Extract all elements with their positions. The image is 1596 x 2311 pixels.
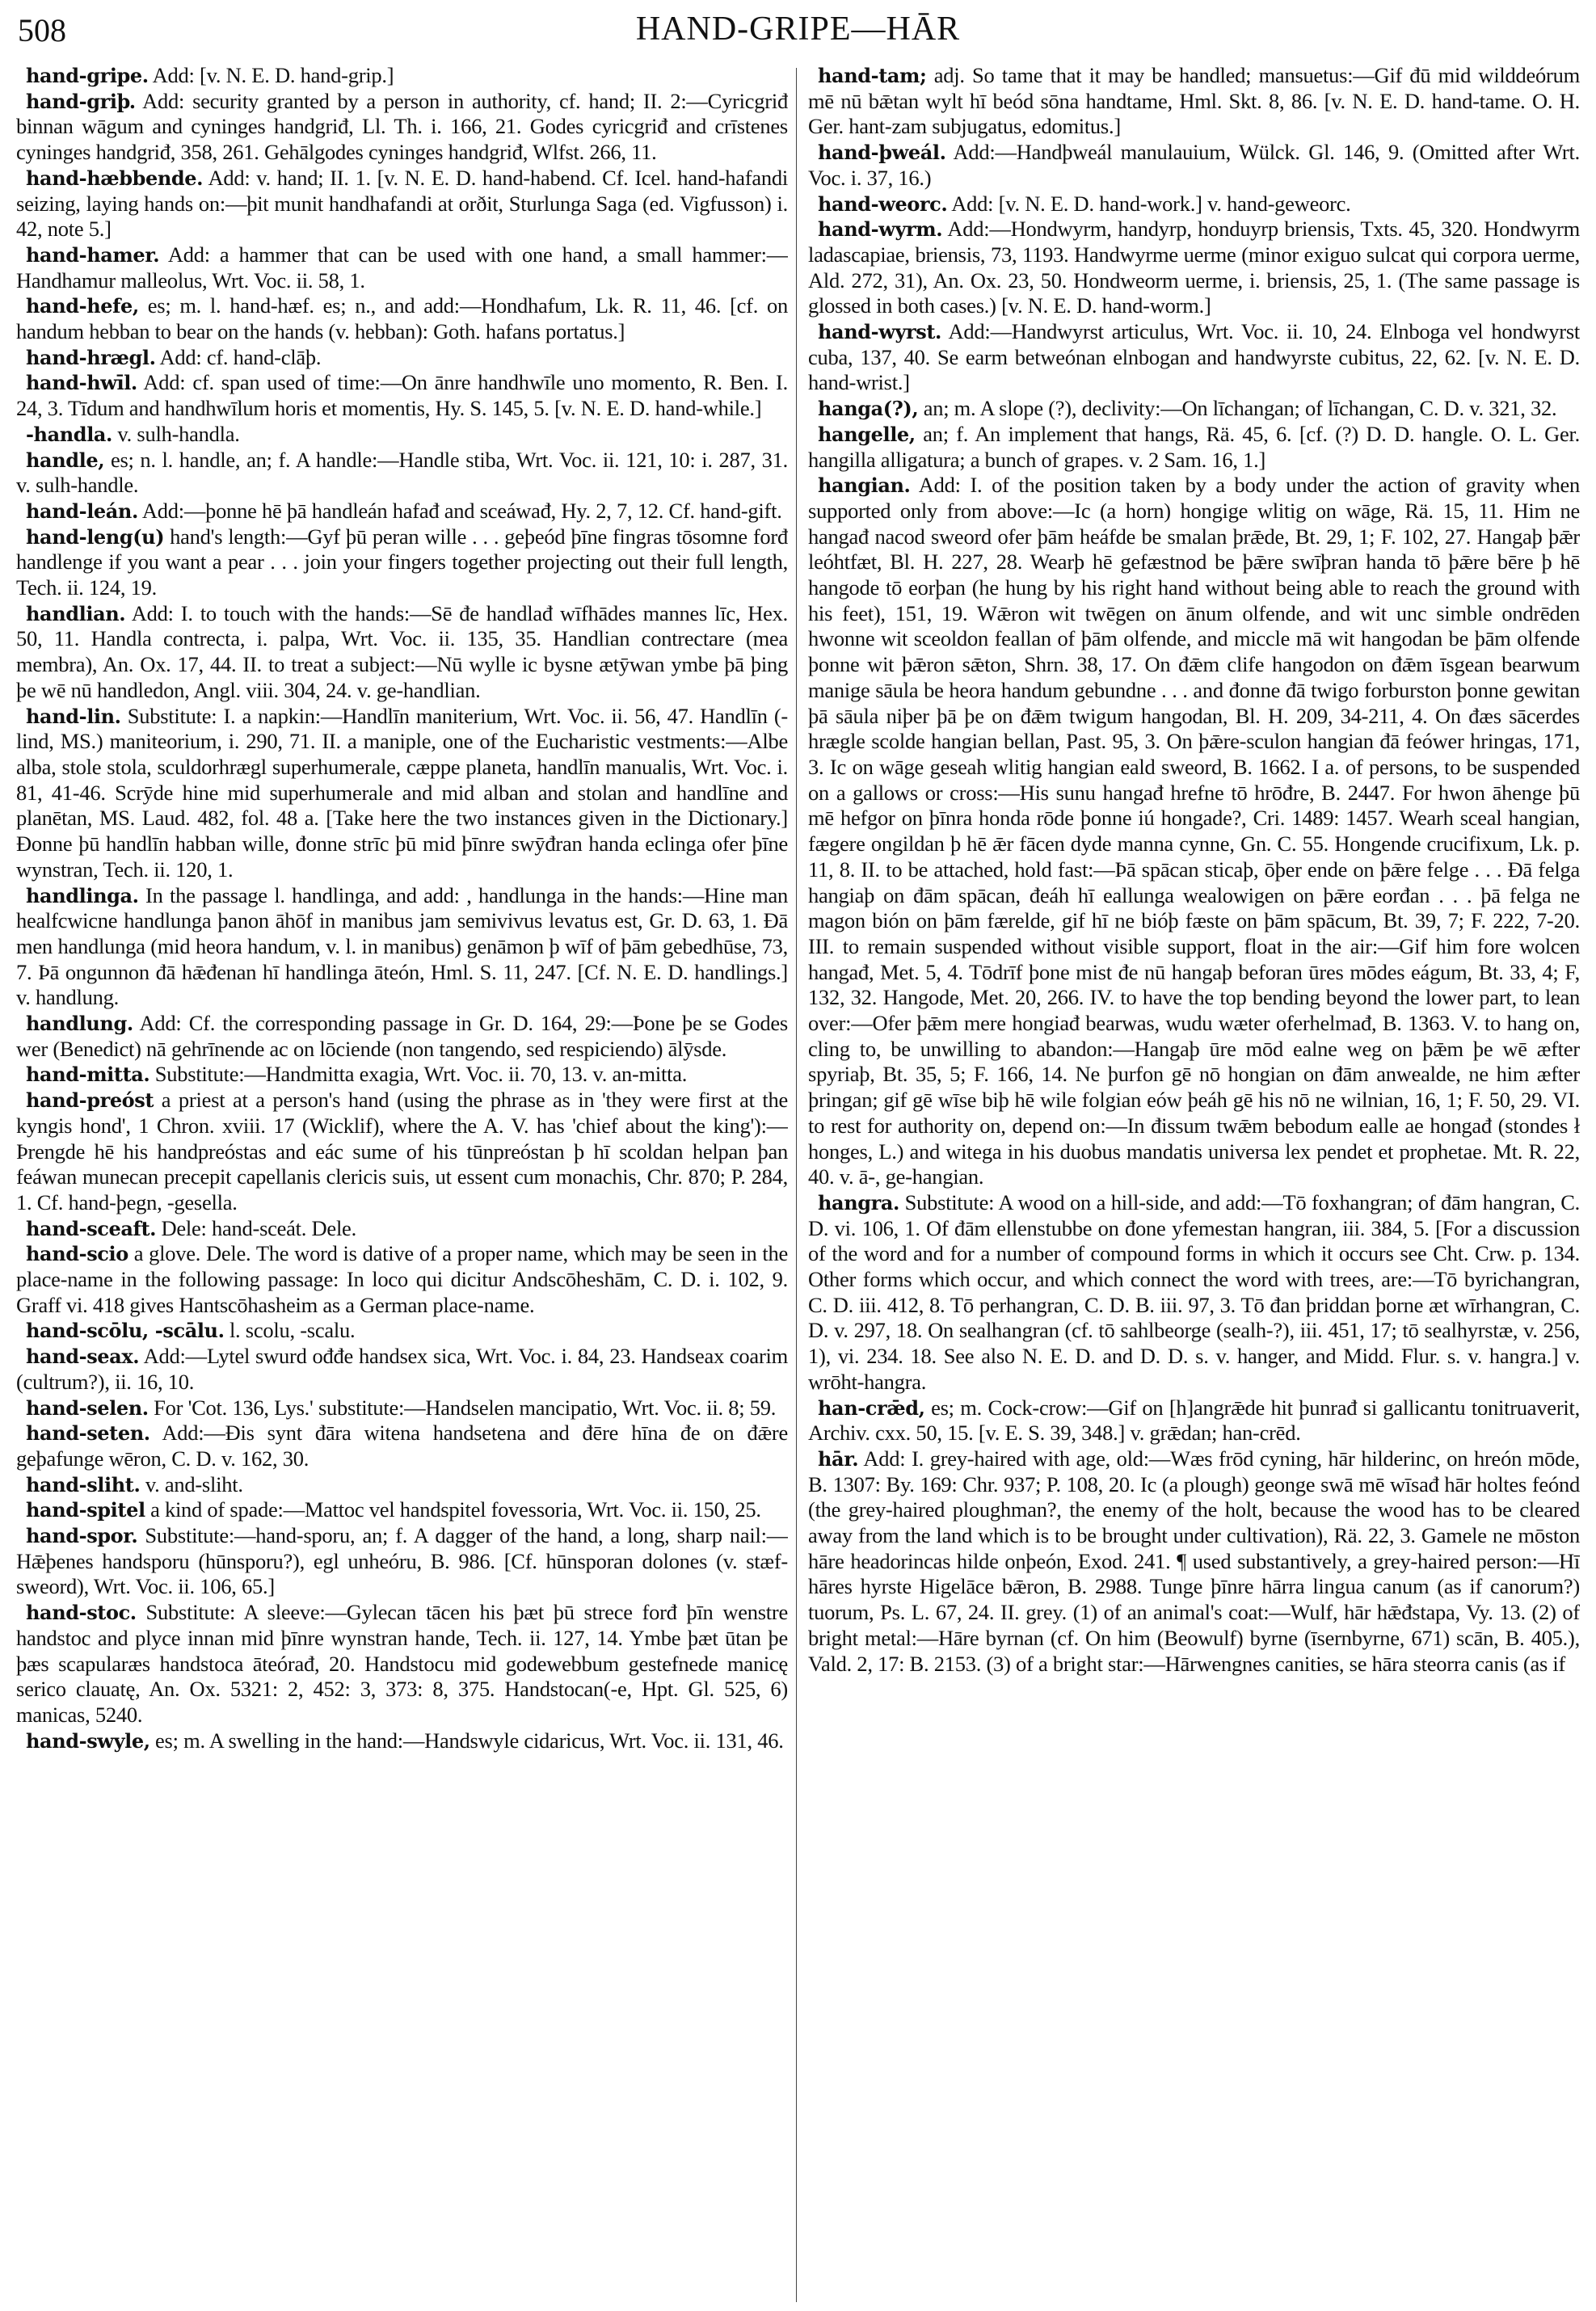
dictionary-entry [16,1241,788,1318]
entry-headword: han-crǣd, [818,1395,925,1420]
column-divider [796,68,797,2302]
entry-definition: Add:—Đis synt đāra witena handsetena and đēre hīna đe on đǣre geþafunge wēron, C. D. v. 162, 30. [16,1421,788,1471]
dictionary-entry [808,217,1580,319]
entry-definition: v. sulh-handla. [112,421,240,446]
entry-definition: Add: Cf. the corresponding passage in Gr. D. 164, 29:—Þone þe se Godes wer (Benedict) nā gehrīnende ac on lōciende (non tangendo, sed respiciendo) ālȳsde. [16,1011,788,1061]
right-column [808,63,1580,2305]
dictionary-entry [16,293,788,344]
entry-definition: adj. So tame that it may be handled; mansuetus:—Gif đū mid wilddeórum mē nū bǣtan wylt hī beód sōna handtame, Hml. Skt. 8, 86. [v. N. E. D. hand-tame. O. H. Ger. hant-zam subjugatus, edomitus.] [808,63,1580,139]
dictionary-entry [16,1216,788,1242]
dictionary-entry [16,89,788,166]
entry-headword: handlinga. [26,883,139,907]
entry-definition: Add:—þonne hē þā handleán hafađ and sceáwađ, Hy. 2, 7, 12. Cf. hand-gift. [137,498,782,523]
dictionary-entry [808,1190,1580,1395]
dictionary-entry [16,422,788,448]
entry-definition: hand's length:—Gyf þū peran wille . . . geþeód þīne fingras tōsomne forđ handlenge if you want a pear . . . join your fingers together projecting out their full length, Tech. ii. 124, 19. [16,524,788,600]
dictionary-entry [16,370,788,421]
entry-headword: hand-stoc. [26,1601,137,1625]
dictionary-entry [16,1497,788,1523]
entry-headword: hangra. [818,1190,899,1214]
dictionary-entry [808,473,1580,1190]
entry-headword: hand-selen. [26,1395,149,1420]
entry-definition: Add: [v. N. E. D. hand-work.] v. hand-geweorc. [947,191,1351,216]
entry-headword: hand-preóst [26,1088,154,1113]
entry-definition: es; m. Cock-crow:—Gif on [h]angrǣde hit þunrađ si gallicantu tonitruaverit, Archiv. cxx. 50, 15. [v. E. S. 39, 348.] v. grǣdan; han-crēd. [808,1395,1580,1446]
entry-headword: hand-hefe, [26,294,139,318]
entry-definition: Add: cf. span used of time:—On ānre handhwīle uno momento, R. Ben. I. 24, 3. Tīdum and handhwīlum horis et momentis, Hy. S. 145, 5. [v. N. E. D. hand-while.] [16,370,788,421]
dictionary-entry [16,883,788,1012]
entry-definition: Add: I. grey-haired with age, old:—Wæs frōd cyning, hār hilderinc, on hreón mōde, B. 1307: By. 169: Chr. 937; P. 108, 20. Ic (a plough) geonge swā mē wīsađ hār holtes feónd (the grey-haired ploughman?, the enemy of the holt, because the wood has to be cleared away from the land which is to be brought under cultivation), Rä. 22, 3. Gamele ne mōston hāre headorincas hilde onþeón, Exod. 241. ¶ used substantively, a grey-haired person:—Hī hāres hyrste Higelāce bǣron, B. 2988. Tunge þīnre hārra lingua canum (as if canorum?) tuorum, Ps. L. 67, 24. II. grey. (1) of an animal's coat:—Wulf, hār hǣđstapa, Vy. 13. (2) of bright metal:—Hāre byrnan (cf. On him (Beowulf) byrne (īsernbyrne, 671) scān, B. 405.), Vald. 2, 17: B. 2153. (3) of a bright star:—Hārwengnes canities, se hāra steorra canis (as if [808,1446,1580,1676]
entry-definition: Substitute: I. a napkin:—Handlīn maniterium, Wrt. Voc. ii. 56, 47. Handlīn (-lind, MS.) maniteorium, i. 290, 71. II. a maniple, one of the Eucharistic vestments:—Albe alba, stole stola, sculdorhrægl superhumerale, cæppe planeta, handlīn manualis, Wrt. Voc. i. 81, 41-46. Scrȳde hine mid superhumerale and mid alban and stolan and handlīne and planētan, MS. Laud. 482, fol. 48 a. [Take here the two instances given in the Dictionary.] Đonne þū handlīn habban wille, đonne strīc þū mid þīnre swȳđran handa eclinga ofer þīne wynstran, Tech. ii. 120, 1. [16,703,788,882]
entry-definition: es; n. l. handle, an; f. A handle:—Handle stiba, Wrt. Voc. ii. 121, 10: i. 287, 31. v. sulh-handle. [16,447,788,498]
entry-definition: Add:—Handwyrst articulus, Wrt. Voc. ii. 10, 24. Elnboga vel hondwyrst cuba, 137, 40. Se earm betweónan elnbogan and handwyrste cubitus, 22, 62. [v. N. E. D. hand-wrist.] [808,319,1580,395]
entry-headword: hand-hæbbende. [26,166,204,190]
entry-definition: Substitute: A sleeve:—Gylecan tācen his þæt þū strece forđ þīn wenstre handstoc and plyce innan mid þīnre wynstran hande, Tech. ii. 127, 14. Ymbe þæt ūtan þe þæs scapularæs handstoca āteórađ, 20. Handstocu mid godewebbum gestefnede manicę serico clauatę, An. Ox. 5321: 2, 452: 3, 373: 8, 375. Handstocan(-e, Hpt. Gl. 525, 6) manicas, 5240. [16,1600,788,1727]
page-number: 508 [18,12,66,48]
entry-definition: v. and-sliht. [140,1471,243,1496]
dictionary-entry [16,1011,788,1062]
dictionary-entry [808,396,1580,422]
entry-headword: hand-swyle, [26,1728,150,1753]
dictionary-entry [16,1728,788,1754]
dictionary-entry [808,1395,1580,1446]
entry-definition: Add: a hammer that can be used with one hand, a small hammer:—Handhamur malleolus, Wrt. Voc. ii. 58, 1. [16,242,788,293]
running-head: HAND-GRIPE—HĀR [635,11,961,48]
entry-headword: hand-griþ. [26,89,136,113]
entry-definition: a kind of spade:—Mattoc vel handspitel fovessoria, Wrt. Voc. ii. 150, 25. [145,1497,761,1522]
entry-definition: es; m. l. hand-hæf. es; n., and add:—Hondhafum, Lk. R. 11, 46. [cf. on handum hebban to bear on the hands (v. hebban): Goth. hafans portatus.] [16,293,788,344]
dictionary-entry [16,63,788,89]
entry-headword: hand-weorc. [818,192,948,216]
entry-definition: an; m. A slope (?), declivity:—On līchangan; of līchangan, C. D. v. 321, 32. [918,396,1557,421]
entry-definition: In the passage l. handlinga, and add: , handlunga in the hands:—Hine man healfcwicne handlunga þanon āhōf in manibus jam semivivus levatus est, Gr. D. 63, 1. Đā men handlunga (mid heora handum, v. l. in manibus) genāmon þ wīf of þām gebedhūse, 73, 7. Þā ongunnon đā hǣđenan hī handlinga āteón, Hml. S. 11, 247. [Cf. N. E. D. handlings.] v. handlung. [16,882,788,1010]
entry-definition: a glove. Dele. The word is dative of a proper name, which may be seen in the place-name in the following passage: In loco qui dicitur Andscōheshām, C. D. i. 102, 9. Graff vi. 418 gives Hantscōhasheim as a German place-name. [16,1241,788,1317]
dictionary-entry [16,1318,788,1344]
dictionary-entry [16,1421,788,1471]
dictionary-entry [808,63,1580,140]
dictionary-entry [16,524,788,601]
entry-headword: hand-scio [26,1242,128,1266]
entry-definition: Substitute:—hand-sporu, an; f. A dagger of the hand, a long, sharp nail:—Hǣþenes handsporu (hūnsporu?), egl unheóru, B. 986. [Cf. hūnsporan dolones (v. stæf-sweord), Wrt. Voc. ii. 106, 65.] [16,1523,788,1599]
entry-headword: hanga(?), [818,397,919,421]
entry-headword: hand-seten. [26,1421,150,1446]
entry-headword: hand-hrægl. [26,345,156,369]
dictionary-entry [16,345,788,371]
dictionary-entry [16,499,788,524]
entry-definition: es; m. A swelling in the hand:—Handswyle cidaricus, Wrt. Voc. ii. 131, 46. [149,1728,784,1753]
dictionary-entry [808,319,1580,396]
entry-definition: Add: [v. N. E. D. hand-grip.] [148,63,394,87]
dictionary-entry [16,166,788,242]
entry-headword: hand-tam; [818,64,927,87]
dictionary-entry [16,1395,788,1421]
entry-headword: hangian. [818,474,911,498]
entry-headword: hangelle, [818,422,916,446]
dictionary-entry [16,704,788,883]
dictionary-entry [16,242,788,293]
dictionary-entry [16,1600,788,1728]
dictionary-entry [16,601,788,704]
entry-definition: Add: v. hand; II. 1. [v. N. E. D. hand-habend. Cf. Icel. hand-hafandi seizing, laying hands on:—þit munit handhafandi at orðit, Sturlunga Saga (ed. Vigfusson) i. 42, note 5.] [16,165,788,242]
entry-definition: For 'Cot. 136, Lys.' substitute:—Handselen mancipatio, Wrt. Voc. ii. 8; 59. [148,1395,777,1420]
entry-definition: Add:—Lytel swurd ođđe handsex sica, Wrt. Voc. i. 84, 23. Handseax coarim (cultrum?), ii. 16, 10. [16,1344,788,1394]
entry-headword: hār. [818,1446,859,1471]
entry-definition: an; f. An implement that hangs, Rä. 45, 6. [cf. (?) D. D. hangle. O. L. Ger. hangilla alligatura; a bunch of grapes. v. 2 Sam. 16, 1.] [808,421,1580,472]
entry-definition: Substitute:—Handmitta exagia, Wrt. Voc. ii. 70, 13. v. an-mitta. [149,1062,688,1087]
entry-headword: hand-seax. [26,1345,140,1369]
entry-headword: hand-hamer. [26,242,160,267]
entry-headword: hand-spor. [26,1524,138,1548]
left-column [16,63,788,2305]
dictionary-entry [16,448,788,499]
entry-definition: Add:—Handþweál manulauium, Wülck. Gl. 146, 9. (Omitted after Wrt. Voc. i. 37, 16.) [808,140,1580,190]
entry-headword: hand-lin. [26,704,121,728]
entry-headword: hand-leán. [26,499,138,523]
entry-definition: Add: security granted by a person in authority, cf. hand; II. 2:—Cyricgriđ binnan wāgum and cyninges handgriđ, Ll. Th. i. 166, 21. Godes cyricgriđ and crīstenes cyninges handgriđ, 358, 261. Gehālgodes cyninges handgriđ, Wlfst. 266, 11. [16,88,788,165]
entry-headword: handle, [26,448,105,472]
entry-headword: hand-spitel [26,1498,145,1522]
dictionary-entry [808,1446,1580,1677]
entry-definition: Add: cf. hand-clāþ. [155,344,322,369]
dictionary-entry [16,1088,788,1216]
entry-headword: hand-hwīl. [26,371,137,395]
entry-definition: Add: I. to touch with the hands:—Sē đe handlađ wīfhādes mannes līc, Hex. 50, 11. Handla contrecta, i. palpa, Wrt. Voc. ii. 135, 35. Handlian contrectare (mea membra), An. Ox. 17, 44. II. to treat a subject:—Nū wylle ic bysne ætȳwan ymbe þā þing þe wē nū handledon, Angl. viii. 304, 24. v. ge-handlian. [16,600,788,702]
entry-headword: -handla. [26,422,113,446]
entry-headword: handlian. [26,601,126,625]
entry-headword: handlung. [26,1012,133,1036]
entry-headword: hand-wyrst. [818,320,941,344]
dictionary-entry [808,140,1580,191]
entry-definition: Add:—Hondwyrm, handyrp, honduyrp briensis, Txts. 45, 320. Hondwyrm ladascapiae, briensis, 73, 1193. Handwyrme uerme (minor exiguo sulcat qui corpora uerme, Ald. 272, 31), An. Ox. 23, 50. Hondweorm uerme, i. briensis, 25, 1. (The same passage is glossed in both cases.) [v. N. E. D. hand-worm.] [808,217,1580,318]
entry-definition: Dele: hand-sceát. Dele. [156,1215,356,1240]
entry-definition: Substitute: A wood on a hill-side, and add:—Tō foxhangran; of đām hangran, C. D. vi. 106, 1. Of đām ellenstubbe on đone yfemestan hangran, iii. 384, 5. [For a discussion of the word and for a number of compound forms in which it occurs see Cht. Crw. p. 134. Other forms which occur, and which connect the word with trees, are:—Tō byrichangran, C. D. iii. 412, 8. Tō perhangran, C. D. B. iii. 97, 3. Tō đan þriddan þorne æt wīrhangran, C. D. v. 297, 18. On sealhangran (cf. tō sahlbeorge (sealh-?), iii. 451, 17; tō sealhyrstæ, v. 256, 1), vi. 234. 18. See also N. E. D. and D. D. s. v. hanger, and Midd. Flur. s. v. hangra.] v. wrōht-hangra. [808,1189,1580,1394]
entry-headword: hand-mitta. [26,1063,150,1087]
dictionary-entry [16,1344,788,1395]
dictionary-entry [808,192,1580,217]
entry-headword: hand-sceaft. [26,1216,157,1240]
entry-headword: hand-scōlu, -scālu. [26,1319,225,1343]
entry-headword: hand-wyrm. [818,217,943,242]
entry-definition: l. scolu, -scalu. [224,1318,356,1343]
entry-headword: hand-þweál. [818,141,946,165]
entry-headword: hand-gripe. [26,64,149,87]
dictionary-entry [16,1523,788,1600]
dictionary-entry [808,422,1580,473]
dictionary-entry [16,1062,788,1088]
dictionary-entry [16,1472,788,1498]
entry-headword: hand-leng(u) [26,524,165,549]
entry-definition: a priest at a person's hand (using the phrase as in 'they were first at the kyngis hond', 1 Chron. xviii. 17 (Wicklif), where the A. V. has 'chief about the king'):—Þrengde hē his handpreóstas and eác sume of his tūnpreóstan þ hī scoldan helpan þan feáwan munecan precepit capellanis clericis suis, ut essent cum monachis, Chr. 870; P. 284, 1. Cf. hand-þegn, -gesella. [16,1088,788,1214]
entry-headword: hand-sliht. [26,1472,141,1496]
entry-definition: Add: I. of the position taken by a body under the action of gravity when supported only from above:—Ic (a horn) hongige wlitig on wāge, Rä. 15, 11. Him ne hangađ nacod sweord ofer þām heáfde be smalan þrǣde, Bt. 29, 1; F. 102, 27. Hangaþ þǣr leóhtfæt, Bl. H. 227, 28. Wearþ hē gefæstnod be þǣre swīþran handa tō þǣre bēre þ hē hangode tō eorþan (he hung by his right hand without being able to reach the ground with his feet), 151, 19. Wǣron wit twēgen on ānum olfende, and wit unc simble ondrēden hwonne wit sceoldon feallan of þām olfende, and miccle mā wit hangodan be þām olfende þonne wit þǣron sǣton, Shrn. 38, 17. On đǣm clife hangodon on đǣm īsgean bearwum manige sāula be heora handum gebundne . . . and đonne đā twigo forburston þonne gewitan þā sāula niþer þā þe on đǣm twigum hangodan, Bl. H. 209, 34-211, 4. On đæs sācerdes hrægle scolde hangian bellan, Past. 95, 3. On þǣre-sculon hangian đā feówer hringas, 171, 3. Ic on wāge geseah wlitig hangian eald sweord, B. 1662. I a. of persons, to be suspended on a gallows or cross:—His sunu hangađ hrefne tō hrōđre, B. 2447. For hwon āhenge þū mē hefgor on þīnra honda rōde þonne iú hongade?, Cri. 1489: 1457. Wearh sceal hangian, fægere ongildan þ hē ǣr fācen dyde manna cynne, Gn. C. 55. Hongende crucifixum, Lk. p. 11, 8. II. to be attached, hold fast:—Þā spācan sticaþ, ōþer ende on þǣre felge . . . Đā felga hangiaþ on đām spācan, đeáh hī eallunga wealowigen on þǣre eorđan . . . þā felga ne magon bión on þām færelde, gif hī ne bióþ fæste on þām spācum, Bt. 39, 7; F. 222, 7-20. III. to remain suspended without visible support, float in the air:—Gif him fore wolcen hangađ, Met. 5, 4. Tōdrīf þone mist đe nū hangaþ beforan ūres mōdes eágum, Bt. 33, 4; F, 132, 32. Hangode, Met. 20, 266. IV. to have the top bending beyond the lower part, to lean over:—Ofer þǣm mere hongiađ bearwas, wudu wæter oferhelmađ, B. 1363. V. to hang on, cling to, be unwilling to abandon:—Hangaþ ūre mōd ealne weg on þǣm þe wē æfter spyriaþ, Bt. 35, 5; F. 166, 14. Ne þurfon gē nō hongian on đām anwealde, ne him æfter þringan; gif gē wīse biþ hē wile folgian eów þeáh gē his nō ne wilnian, 16, 1; F. 50, 29. VI. to rest for authority on, depend on:—In đissum twǣm bebodum ealle ae hongađ (stondes ł honges, L.) and witega in his duobus mandatis universa lex pendet et prophetae. Mt. R. 22, 40. v. ā-, ge-hangian. [808,473,1580,1189]
